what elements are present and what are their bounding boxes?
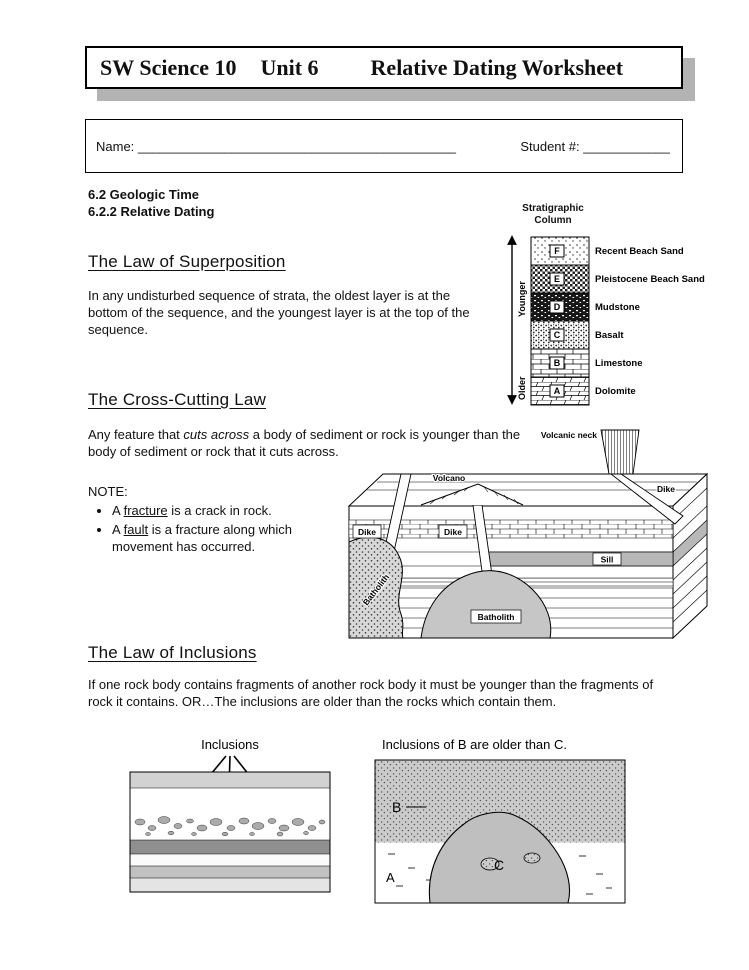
inclusion-blob xyxy=(524,853,540,863)
layer-name: Mudstone xyxy=(595,302,640,313)
strat-column-title: Stratigraphic Column xyxy=(522,203,584,226)
dike-top-label: Dike xyxy=(657,484,675,494)
inclusions-b-c-caption: Inclusions of B are older than C. xyxy=(382,737,567,752)
cross-cutting-body-italic: cuts across xyxy=(183,427,250,442)
strata-bands xyxy=(130,772,330,892)
section-headings xyxy=(88,187,214,221)
older-label: Older xyxy=(517,376,527,400)
layer-letter: F xyxy=(554,246,560,256)
stratigraphic-column-diagram xyxy=(505,229,715,411)
note-bullet-fault: • A fault is a fracture along which movement has occurred. xyxy=(112,521,332,555)
name-blank-line[interactable]: ____________________________________________ xyxy=(137,138,457,154)
note-bullet-fracture: • A fracture is a crack in rock. xyxy=(112,502,332,519)
inclusions-body: If one rock body contains fragments of another rock body it must be younger than the fragments of rock it contains. OR…The inclusions are older than the rocks which contain them. xyxy=(88,677,654,710)
label-c: C xyxy=(494,857,505,873)
volcanic-neck-label: Volcanic neck xyxy=(540,430,597,440)
title-box xyxy=(85,46,683,89)
note-list xyxy=(96,502,332,557)
cross-cutting-body-pre: Any feature that xyxy=(88,427,184,442)
batholith-mid-label: Batholith xyxy=(477,612,515,622)
layer-letter: D xyxy=(553,302,561,312)
name-student-box xyxy=(85,119,683,173)
cross-cutting-heading: The Cross-Cutting Law xyxy=(88,390,267,409)
inclusions-caption: Inclusions xyxy=(201,737,259,752)
sill-label: Sill xyxy=(600,554,614,565)
layer-letter: E xyxy=(553,274,561,284)
inclusions-strata-figure xyxy=(128,736,332,894)
volcano-label: Volcano xyxy=(432,473,466,483)
superposition-body: In any undisturbed sequence of strata, the oldest layer is at the bottom of the sequence, and the youngest layer is at the top of the sequence. xyxy=(88,288,470,338)
name-label: Name: xyxy=(96,138,135,154)
layer-name: Dolomite xyxy=(595,386,636,397)
cross-cutting-block-diagram xyxy=(343,424,715,640)
student-number-blank-line[interactable]: ____________ xyxy=(583,138,670,154)
layer-letter: B xyxy=(553,358,561,368)
cross-cutting-body-post: a body of sediment or rock is younger than the body of sediment or rock that it cuts across. xyxy=(88,427,521,460)
label-a: A xyxy=(386,870,395,885)
layer-name: Limestone xyxy=(595,358,643,369)
title-worksheet: Relative Dating Worksheet xyxy=(370,54,624,80)
note-label: NOTE: xyxy=(88,484,128,499)
strat-layers xyxy=(531,237,589,405)
layer-name: Pleistocene Beach Sand xyxy=(595,274,705,285)
inclusions-batholith-figure xyxy=(374,736,626,904)
b-c-diagram xyxy=(375,760,625,903)
dike-mid-label: Dike xyxy=(444,527,462,537)
name-field xyxy=(96,139,456,154)
student-number-label: Student #: xyxy=(520,138,580,154)
section-6-2-2: 6.2.2 Relative Dating xyxy=(88,203,215,219)
dike-left-label: Dike xyxy=(358,527,376,537)
inclusions-heading: The Law of Inclusions xyxy=(88,643,257,662)
sill-band xyxy=(483,552,673,566)
layer-name: Basalt xyxy=(595,330,624,341)
layer-letter: C xyxy=(553,330,561,340)
volcanic-neck-body xyxy=(601,430,639,474)
title-course: SW Science 10 xyxy=(100,54,237,80)
batholith-left-label: Batholith xyxy=(360,572,392,608)
student-number-field xyxy=(520,139,670,154)
layer-name: Recent Beach Sand xyxy=(595,246,684,257)
layer-letter: A xyxy=(553,386,561,396)
section-6-2: 6.2 Geologic Time xyxy=(88,187,200,202)
label-b: B xyxy=(392,799,402,815)
title-unit: Unit 6 xyxy=(260,54,319,80)
younger-label: Younger xyxy=(517,281,527,317)
superposition-heading: The Law of Superposition xyxy=(88,252,286,271)
strat-layer-names xyxy=(595,246,705,397)
